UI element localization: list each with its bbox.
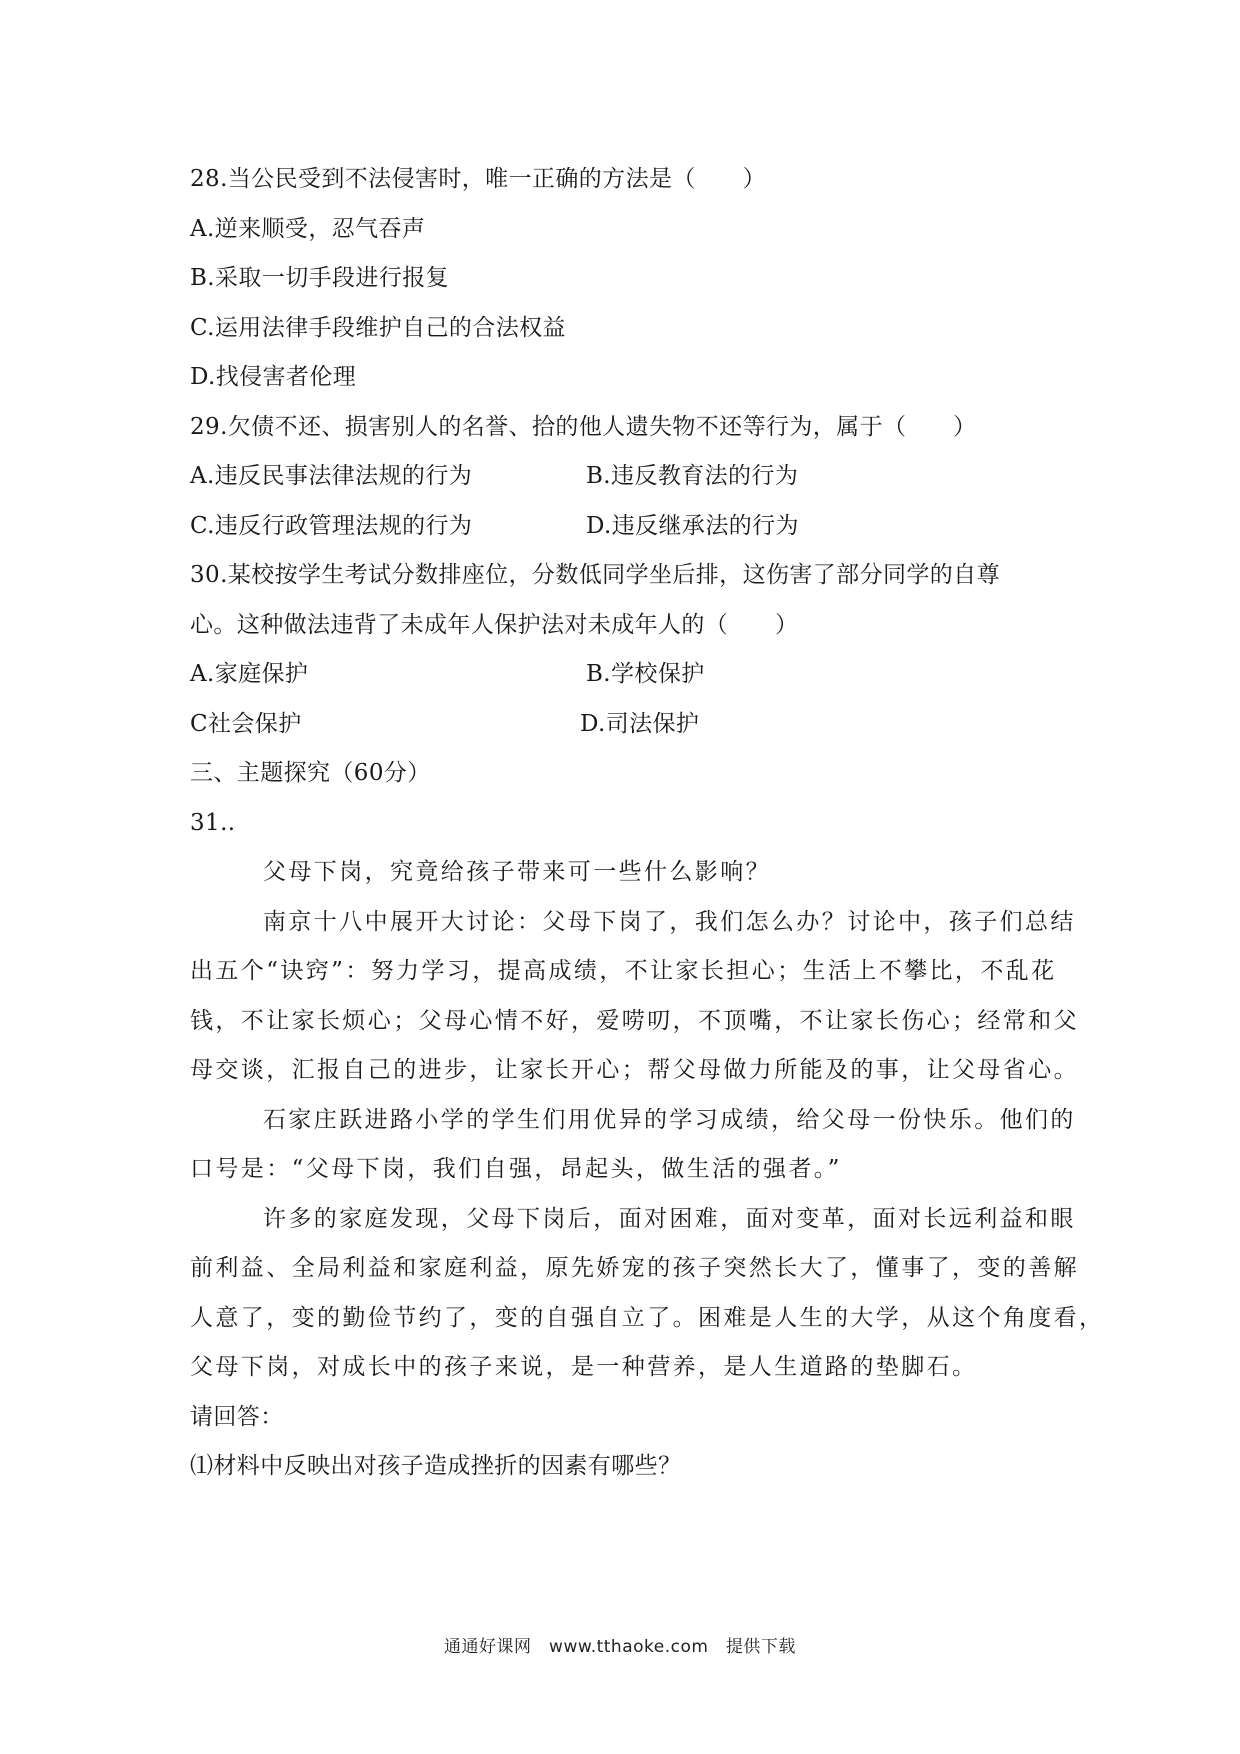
q29-options-row-2 [190,502,1070,552]
exam-content [190,155,1105,1492]
q29-options-row-1 [190,452,1070,502]
q31-number: 31.. [190,809,236,836]
q30-stem-line-2: 心。这种做法违背了未成年人保护法对未成年人的（ ） [190,611,799,638]
q28-option-c: C.运用法律手段维护自己的合法权益 [190,314,566,341]
q31-material-line-9: 前利益、全局利益和家庭利益，原先娇宠的孩子突然长大了，懂事了，变的善解 [190,1255,1079,1281]
q31-material-line-3: 出五个“诀窍”：努力学习，提高成绩，不让家长担心；生活上不攀比，不乱花 [190,958,1057,984]
q29-option-b: B.违反教育法的行为 [586,463,799,489]
section-3-heading: 三、主题探究（60分） [190,760,431,786]
q31-material-line-4: 钱，不让家长烦心；父母心情不好，爱唠叨，不顶嘴，不让家长伤心；经常和父 [190,1007,1079,1034]
q31-material-line-7: 口号是：“父母下岗，我们自强，昂起头，做生活的强者。” [190,1156,842,1182]
q28-option-a: A.逆来顺受，忍气吞声 [190,215,426,242]
q31-sub-question-1: ⑴材料中反映出对孩子造成挫折的因素有哪些？ [190,1453,682,1479]
q30-option-a: A.家庭保护 [190,661,309,687]
q31-material-line-6: 石家庄跃进路小学的学生们用优异的学习成绩，给父母一份快乐。他们的 [263,1106,1076,1133]
q30-option-d: D.司法保护 [580,710,700,737]
q30-options-row-1 [190,650,1070,700]
q31-material-line-2: 南京十八中展开大讨论：父母下岗了，我们怎么办？讨论中，孩子们总结 [263,908,1076,935]
q31-material-line-10: 人意了，变的勤俭节约了，变的自强自立了。困难是人生的大学，从这个角度看， [190,1304,1105,1331]
q29-option-a: A.违反民事法律法规的行为 [190,463,473,489]
q28-stem: 28.当公民受到不法侵害时，唯一正确的方法是（ ） [190,166,766,192]
q30-options-row-2 [190,700,1070,750]
q28-option-d: D.找侵害者伦理 [190,364,357,390]
q29-option-d: D.违反继承法的行为 [586,512,799,539]
q31-material-line-11: 父母下岗，对成长中的孩子来说，是一种营养，是人生道路的垫脚石。 [190,1354,978,1380]
q29-stem: 29.欠债不还、损害别人的名誉、拾的他人遗失物不还等行为，属于（ ） [190,413,977,440]
q30-stem-line-1: 30.某校按学生考试分数排座位，分数低同学坐后排，这伤害了部分同学的自尊 [190,562,1000,588]
q30-option-b: B.学校保护 [586,661,705,687]
q29-option-c: C.违反行政管理法规的行为 [190,512,473,539]
q31-material-line-5: 母交谈，汇报自己的进步，让家长开心；帮父母做力所能及的事，让父母省心。 [190,1057,1079,1083]
q28-option-b: B.采取一切手段进行报复 [190,265,450,291]
q31-material-line-8: 许多的家庭发现，父母下岗后，面对困难，面对变革，面对长远利益和眼 [263,1205,1076,1232]
q30-option-c: C社会保护 [190,710,302,737]
q31-material-line-1: 父母下岗，究竟给孩子带来可一些什么影响？ [263,859,771,885]
q31-prompt: 请回答： [190,1403,284,1430]
page-footer: 通通好课网 www.tthaoke.com 提供下载 [444,1637,796,1657]
